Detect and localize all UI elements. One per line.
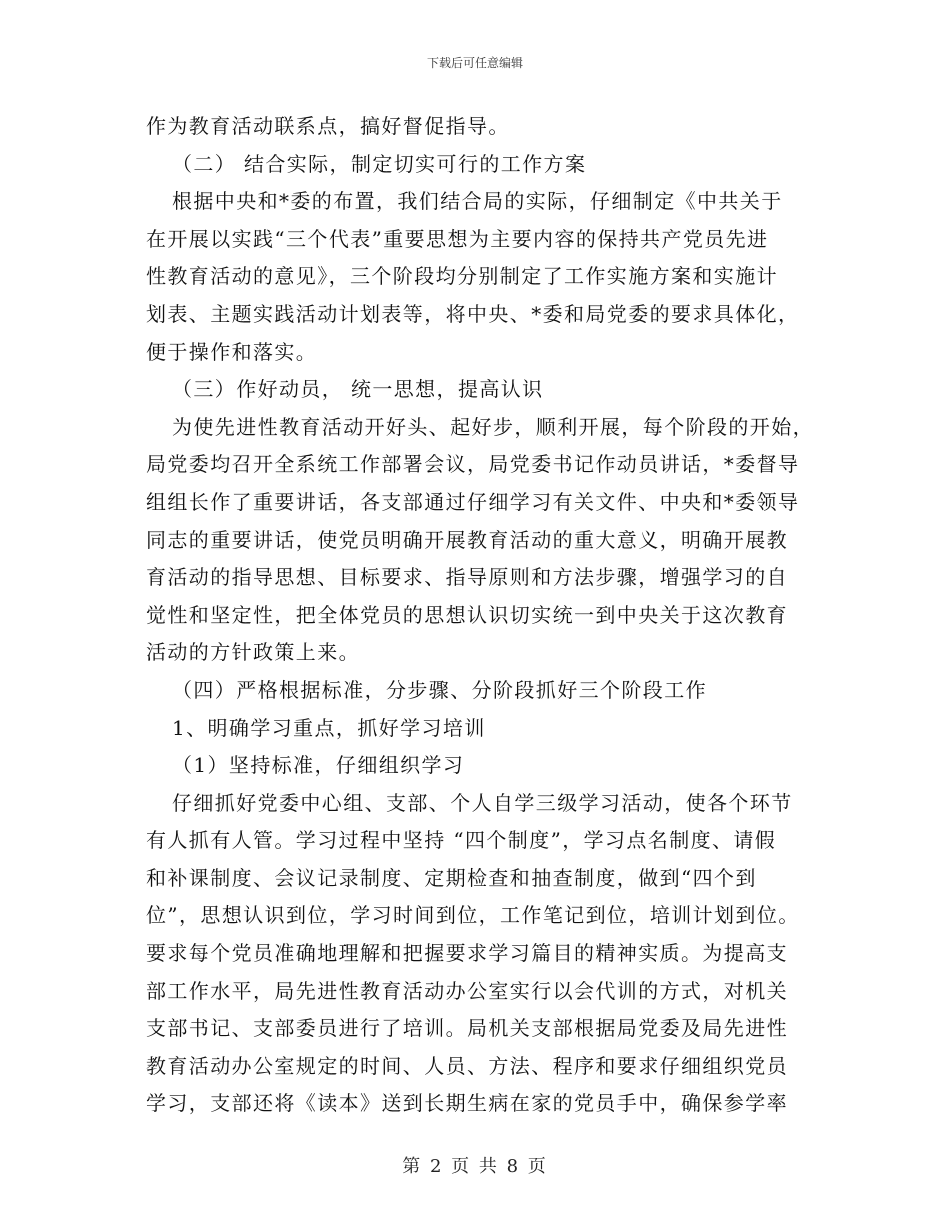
paragraph-line: 学习，支部还将《读本》送到长期生病在家的党员手中，确保参学率 — [146, 1091, 788, 1116]
paragraph-line: 作为教育活动联系点，搞好督促指导。 — [146, 114, 510, 138]
paragraph-line: 觉性和坚定性，把全体党员的思想认识切实统一到中央关于这次教育 — [146, 602, 788, 627]
page-header-note: 下载后可任意编辑 — [426, 56, 523, 70]
paragraph-line: 为使先进性教育活动开好头、起好步，顺利开展，每个阶段的开始， — [172, 414, 814, 439]
page-number-footer: 第 2 页 共 8 页 — [402, 1156, 548, 1177]
paragraph-line: （四）严格根据标准，分步骤、分阶段抓好三个阶段工作 — [172, 677, 707, 702]
paragraph-line: 活动的方针政策上来。 — [146, 640, 360, 665]
paragraph-line: 根据中央和*委的布置，我们结合局的实际，仔细制定《中共关于 — [172, 189, 783, 214]
paragraph-line: 仔细抓好党委中心组、支部、个人自学三级学习活动，使各个环节 — [172, 790, 793, 815]
paragraph-line: 部工作水平，局先进性教育活动办公室实行以会代训的方式，对机关 — [146, 978, 788, 1003]
paragraph-line: 有人抓有人管。学习过程中坚持 “四个制度”，学习点名制度、请假 — [146, 828, 777, 853]
paragraph-line: 便于操作和落实。 — [146, 339, 318, 364]
paragraph-line: 支部书记、支部委员进行了培训。局机关支部根据局党委及局先进性 — [146, 1016, 788, 1041]
paragraph-line: 要求每个党员准确地理解和把握要求学习篇目的精神实质。为提高支 — [146, 941, 788, 966]
paragraph-line: （三）作好动员， 统一思想，提高认识 — [172, 377, 544, 402]
paragraph-line: 位”，思想认识到位，学习时间到位，工作笔记到位，培训计划到位。 — [146, 903, 800, 928]
paragraph-line: 1、明确学习重点，抓好学习培训 — [172, 715, 486, 740]
document-body — [146, 108, 826, 1123]
paragraph-line: 组组长作了重要讲话，各支部通过仔细学习有关文件、中央和*委领导 — [146, 489, 800, 514]
paragraph-line: 和补课制度、会议记录制度、定期检查和抽查制度，做到“四个到 — [146, 865, 757, 890]
paragraph-line: （二） 结合实际，制定切实可行的工作方案 — [172, 151, 587, 176]
paragraph-line: 育活动的指导思想、目标要求、指导原则和方法步骤，增强学习的自 — [146, 565, 788, 590]
paragraph-line: 教育活动办公室规定的时间、人员、方法、程序和要求仔细组织党员 — [146, 1053, 788, 1078]
paragraph-line: 性教育活动的意见》，三个阶段均分别制定了工作实施方案和实施计 — [146, 264, 778, 289]
paragraph-line: 划表、主题实践活动计划表等，将中央、*委和局党委的要求具体化， — [146, 301, 800, 326]
paragraph-line: 同志的重要讲话，使党员明确开展教育活动的重大意义，明确开展教 — [146, 527, 788, 552]
paragraph-line: 局党委均召开全系统工作部署会议，局党委书记作动员讲话，*委督导 — [146, 452, 800, 477]
paragraph-line: （1）坚持标准，仔细组织学习 — [172, 753, 465, 778]
paragraph-line: 在开展以实践“三个代表”重要思想为主要内容的保持共产党员先进 — [146, 226, 769, 251]
